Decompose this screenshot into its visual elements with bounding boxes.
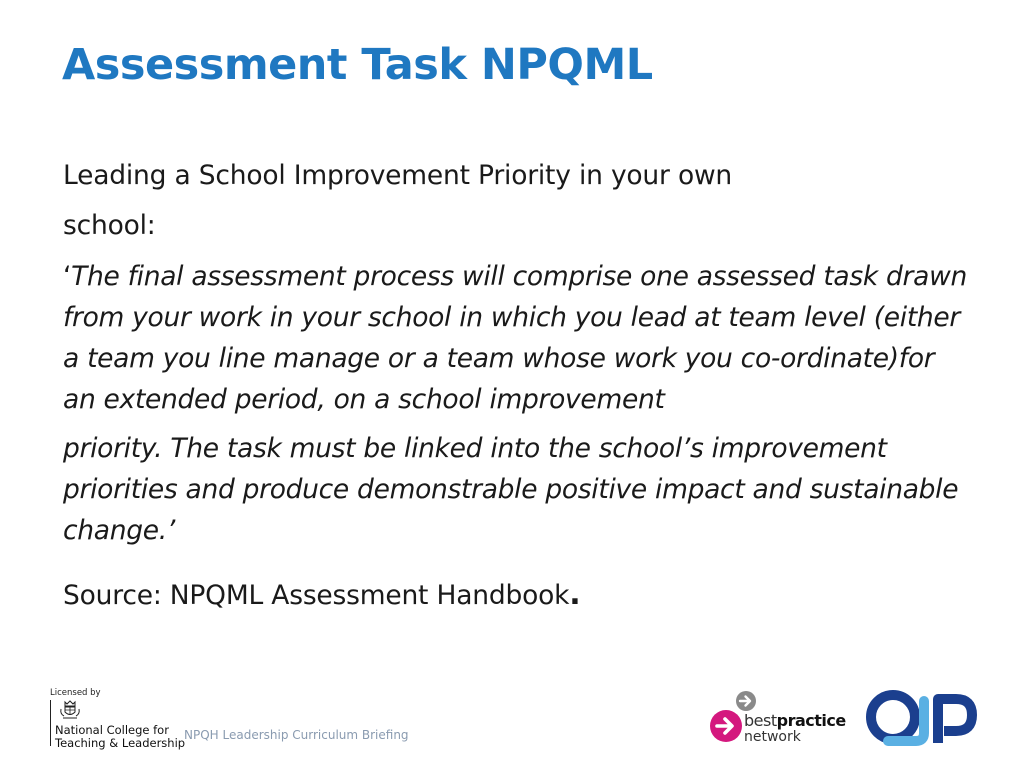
- licensed-by-label: Licensed by: [50, 688, 101, 698]
- bpn-word-practice: practice: [776, 711, 846, 730]
- source-text: Source: NPQML Assessment Handbook: [63, 580, 570, 611]
- slide-title: Assessment Task NPQML: [62, 40, 653, 90]
- best-practice-network-logo: [706, 690, 846, 750]
- national-college-logo: [50, 700, 186, 750]
- quote-paragraph-1: [63, 256, 968, 420]
- source-period: .: [569, 577, 581, 612]
- bpn-word-best: best: [744, 711, 777, 730]
- intro-line-1: Leading a School Improvement Priority in your own: [63, 160, 733, 191]
- quote-paragraph-2: priority. The task must be linked into the school’s improvement priorities and produce demonstrable positive impact and sustainable change.’: [63, 433, 959, 546]
- open-quote-mark: ‘: [63, 261, 72, 292]
- source-citation: [63, 575, 968, 616]
- quote-block: [63, 256, 968, 551]
- intro-line-2: school:: [63, 210, 156, 241]
- quote-text-1: The final assessment process will comprise one assessed task drawn from your work in your school in which you lead at team level (either a team you line manage or a team whose work you co-ordinate)for an extended period, on a school improvement: [63, 261, 967, 415]
- bpn-wordmark-line-1: [744, 713, 846, 729]
- slide-body: [63, 156, 968, 616]
- olp-logo: [864, 687, 984, 749]
- royal-crest-icon: [59, 700, 81, 720]
- nc-name-line-2: Teaching & Leadership: [55, 736, 186, 750]
- arrow-right-circle-icon: [709, 709, 743, 743]
- nc-name-line-1: National College for: [55, 723, 169, 737]
- footer-briefing-label: NPQH Leadership Curriculum Briefing: [184, 728, 409, 742]
- bpn-wordmark-line-2: network: [744, 729, 801, 745]
